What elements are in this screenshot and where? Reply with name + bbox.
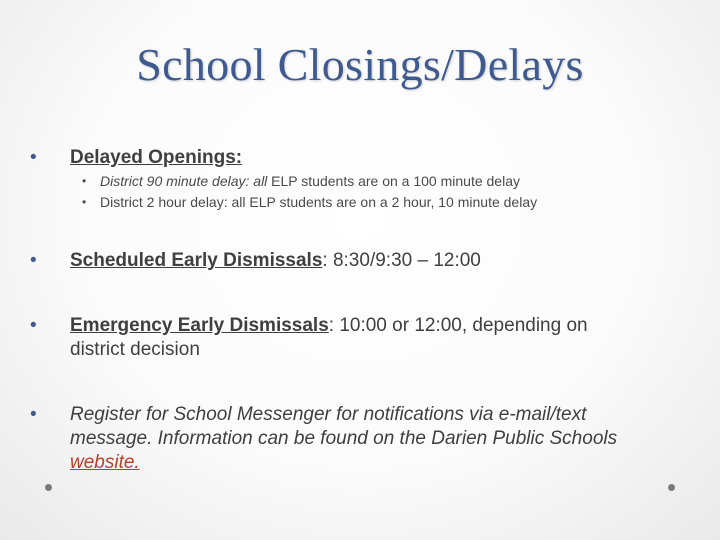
slide-title: School Closings/Delays xyxy=(136,39,584,90)
corner-dot-right xyxy=(668,484,675,491)
corner-dot-left xyxy=(45,484,52,491)
bullet-text xyxy=(70,249,690,273)
sub-bullet-dot: • xyxy=(82,174,87,188)
sub-bullet-italic: District 90 minute delay: all xyxy=(100,173,268,189)
scheduled-dismissals-heading: Scheduled Early Dismissals xyxy=(70,250,323,271)
sub-bullet-dot: • xyxy=(82,195,87,209)
bullet-text xyxy=(70,314,590,362)
sub-bullet-rest: ELP students are on a 100 minute delay xyxy=(267,173,520,189)
delayed-openings-heading: Delayed Openings: xyxy=(70,147,243,168)
bullet-dot: • xyxy=(30,315,37,336)
website-link[interactable]: website. xyxy=(70,452,140,473)
sub-bullet-text xyxy=(100,171,660,191)
emergency-dismissals-heading: Emergency Early Dismissals xyxy=(70,315,329,336)
bullet-dot: • xyxy=(30,404,37,425)
emergency-dismissals-detail: : 10:00 or 12:00, depending on district decision xyxy=(70,315,588,360)
bullet-text xyxy=(70,146,690,170)
bullet-text xyxy=(70,403,670,475)
scheduled-dismissals-times: : 8:30/9:30 – 12:00 xyxy=(322,250,481,271)
bullet-dot: • xyxy=(30,250,37,271)
sub-bullet-text: District 2 hour delay: all ELP students are on a 2 hour, 10 minute delay xyxy=(100,194,538,210)
register-text: Register for School Messenger for notifications via e-mail/text message. Information can be found on the Darien Public Schools xyxy=(70,404,618,449)
bullet-dot: • xyxy=(30,147,37,168)
